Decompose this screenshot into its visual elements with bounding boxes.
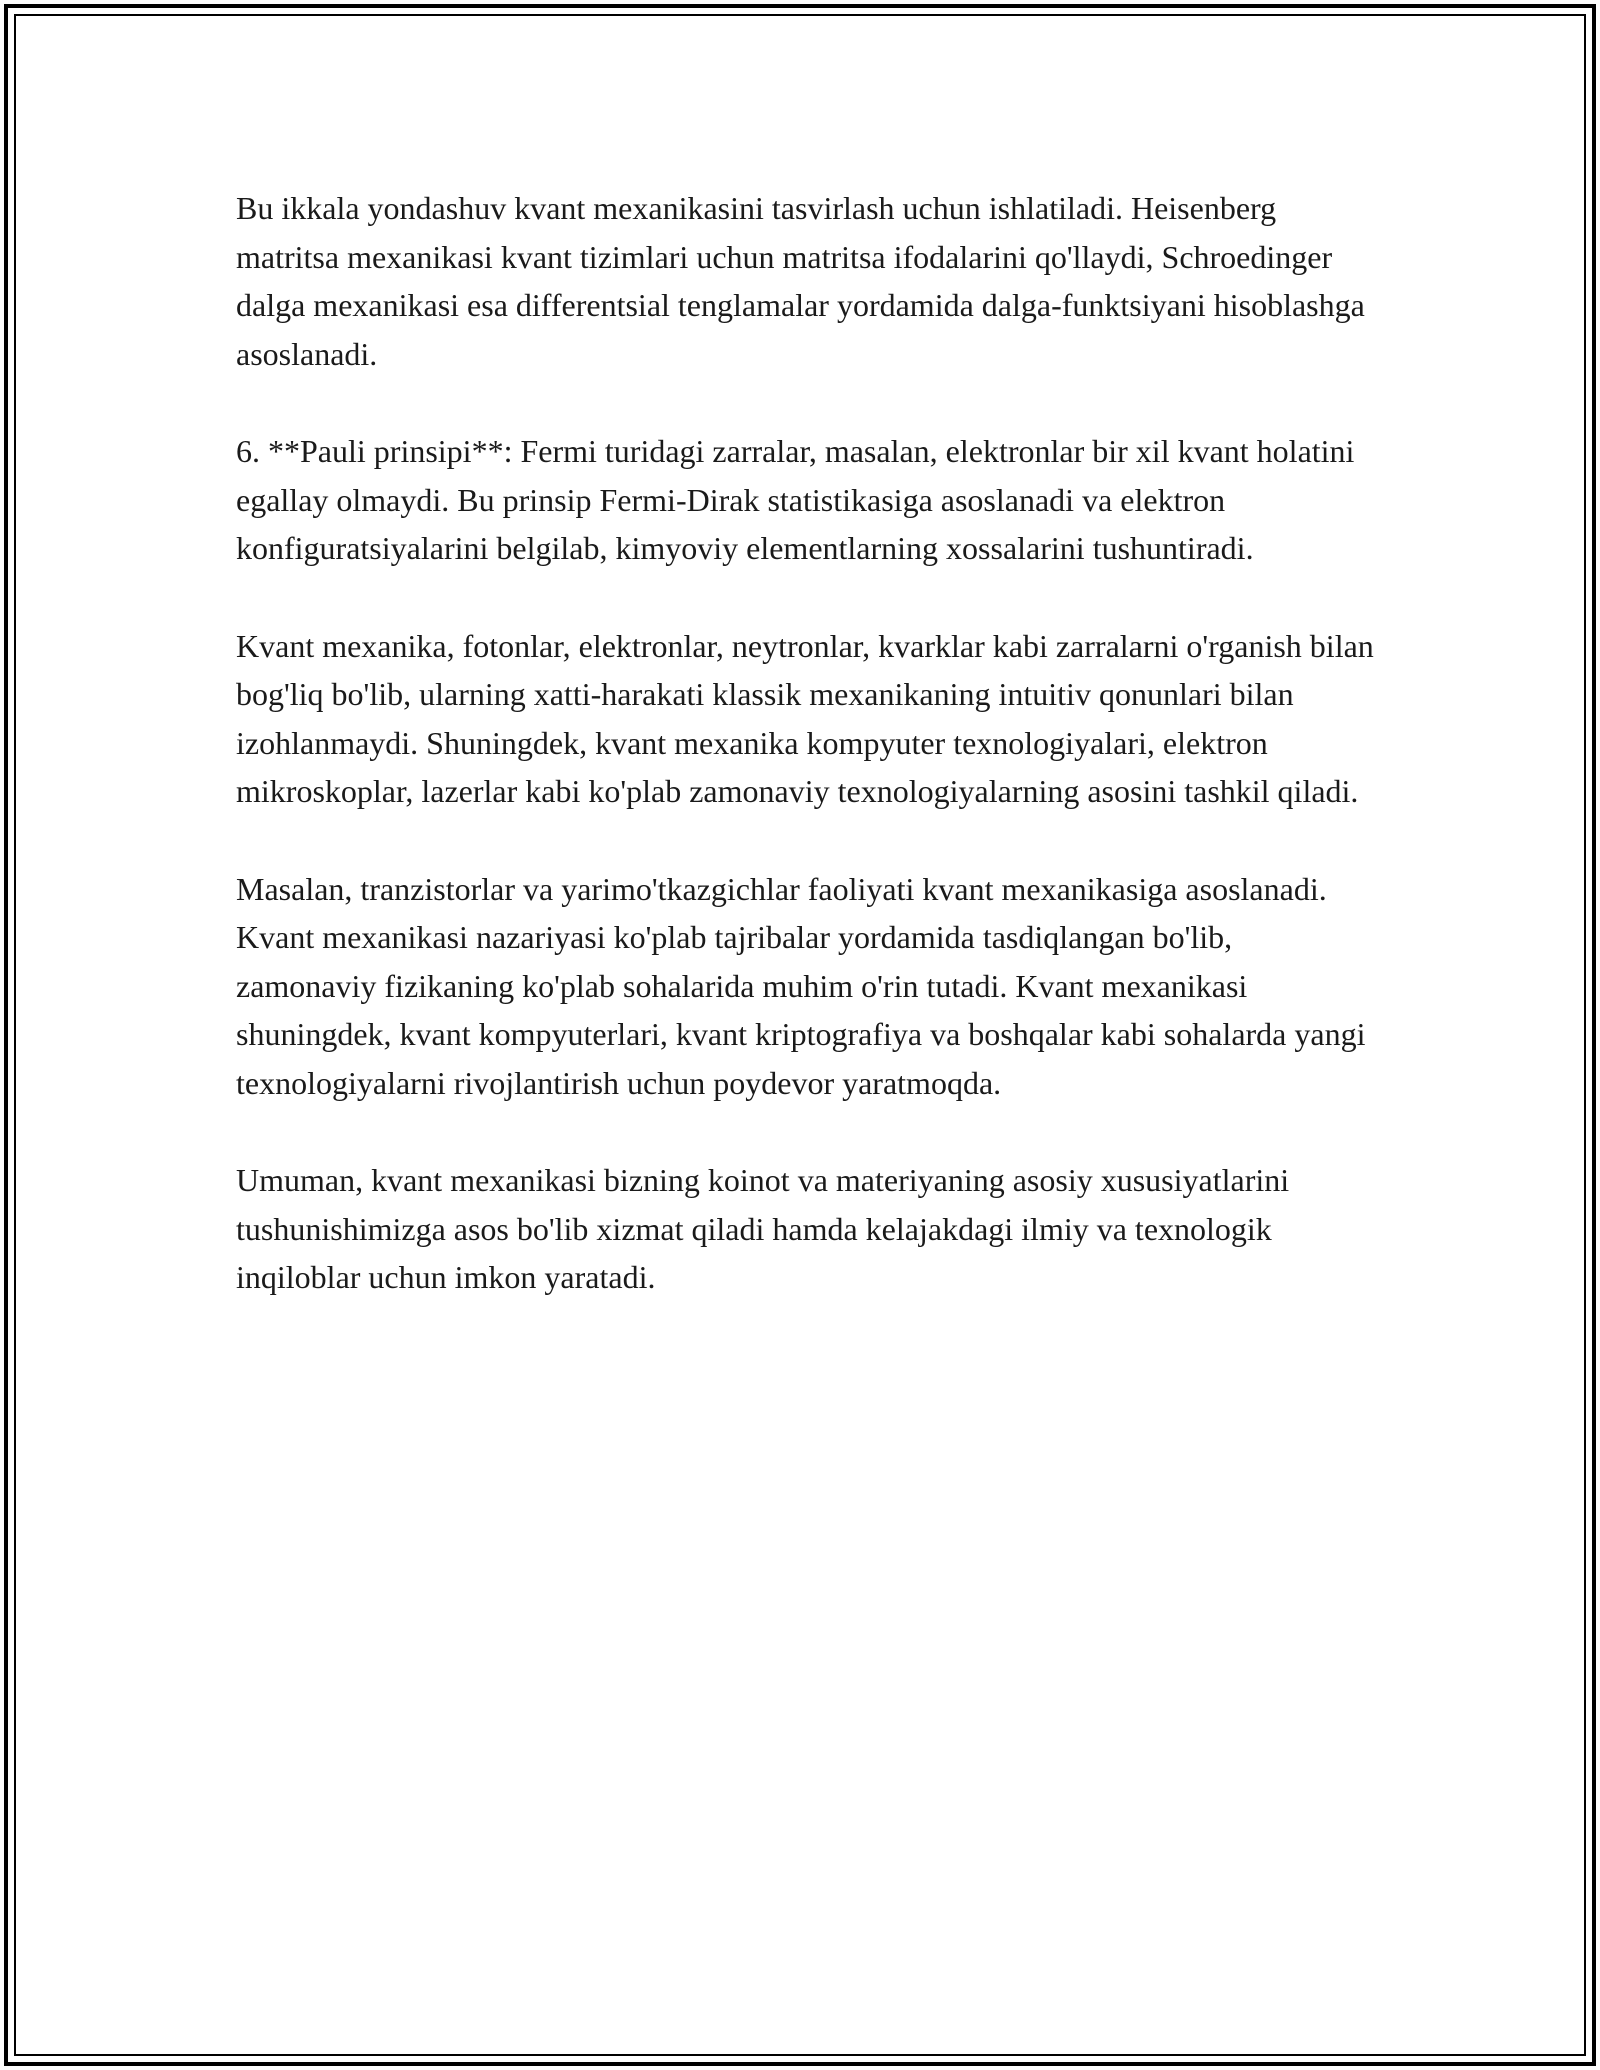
- document-body: [236, 184, 1376, 1351]
- paragraph-quantum-approaches: Bu ikkala yondashuv kvant mexanikasini tasvirlash uchun ishlatiladi. Heisenberg matritsa mexanikasi kvant tizimlari uchun matritsa ifodalarini qo'llaydi, Schroedinger dalga mexanikasi esa differentsial tenglamalar yordamida dalga-funktsiyani hisoblashga asoslanadi.: [236, 190, 1365, 372]
- paragraph-quantum-particles: Kvant mexanika, fotonlar, elektronlar, neytronlar, kvarklar kabi zarralarni o'rganish bilan bog'liq bo'lib, ularning xatti-harakati klassik mexanikaning intuitiv qonunlari bilan izohlanmaydi. Shuningdek, kvant mexanika kompyuter texnologiyalari, elektron mikroskoplar, lazerlar kabi ko'plab zamonaviy texnologiyalarning asosini tashkil qiladi.: [236, 627, 1374, 809]
- paragraph-conclusion: Umuman, kvant mexanikasi bizning koinot va materiyaning asosiy xususiyatlarini tushunishimizga asos bo'lib xizmat qiladi hamda kelajakdagi ilmiy va texnologik inqiloblar uchun imkon yaratadi.: [236, 1162, 1290, 1295]
- paragraph-transistors: Masalan, tranzistorlar va yarimo'tkazgichlar faoliyati kvant mexanikasiga asoslanadi. Kvant mexanikasi nazariyasi ko'plab tajribalar yordamida tasdiqlangan bo'lib, zamonaviy fizikaning ko'plab sohalarida muhim o'rin tutadi. Kvant mexanikasi shuningdek, kvant kompyuterlari, kvant kriptografiya va boshqalar kabi sohalarda yangi texnologiyalarni rivojlantirish uchun poydevor yaratmoqda.: [236, 870, 1366, 1101]
- paragraph-pauli-principle: 6. **Pauli prinsipi**: Fermi turidagi zarralar, masalan, elektronlar bir xil kvant holatini egallay olmaydi. Bu prinsip Fermi-Dirak statistikasiga asoslanadi va elektron konfiguratsiyalarini belgilab, kimyoviy elementlarning xossalarini tushuntiradi.: [236, 433, 1355, 566]
